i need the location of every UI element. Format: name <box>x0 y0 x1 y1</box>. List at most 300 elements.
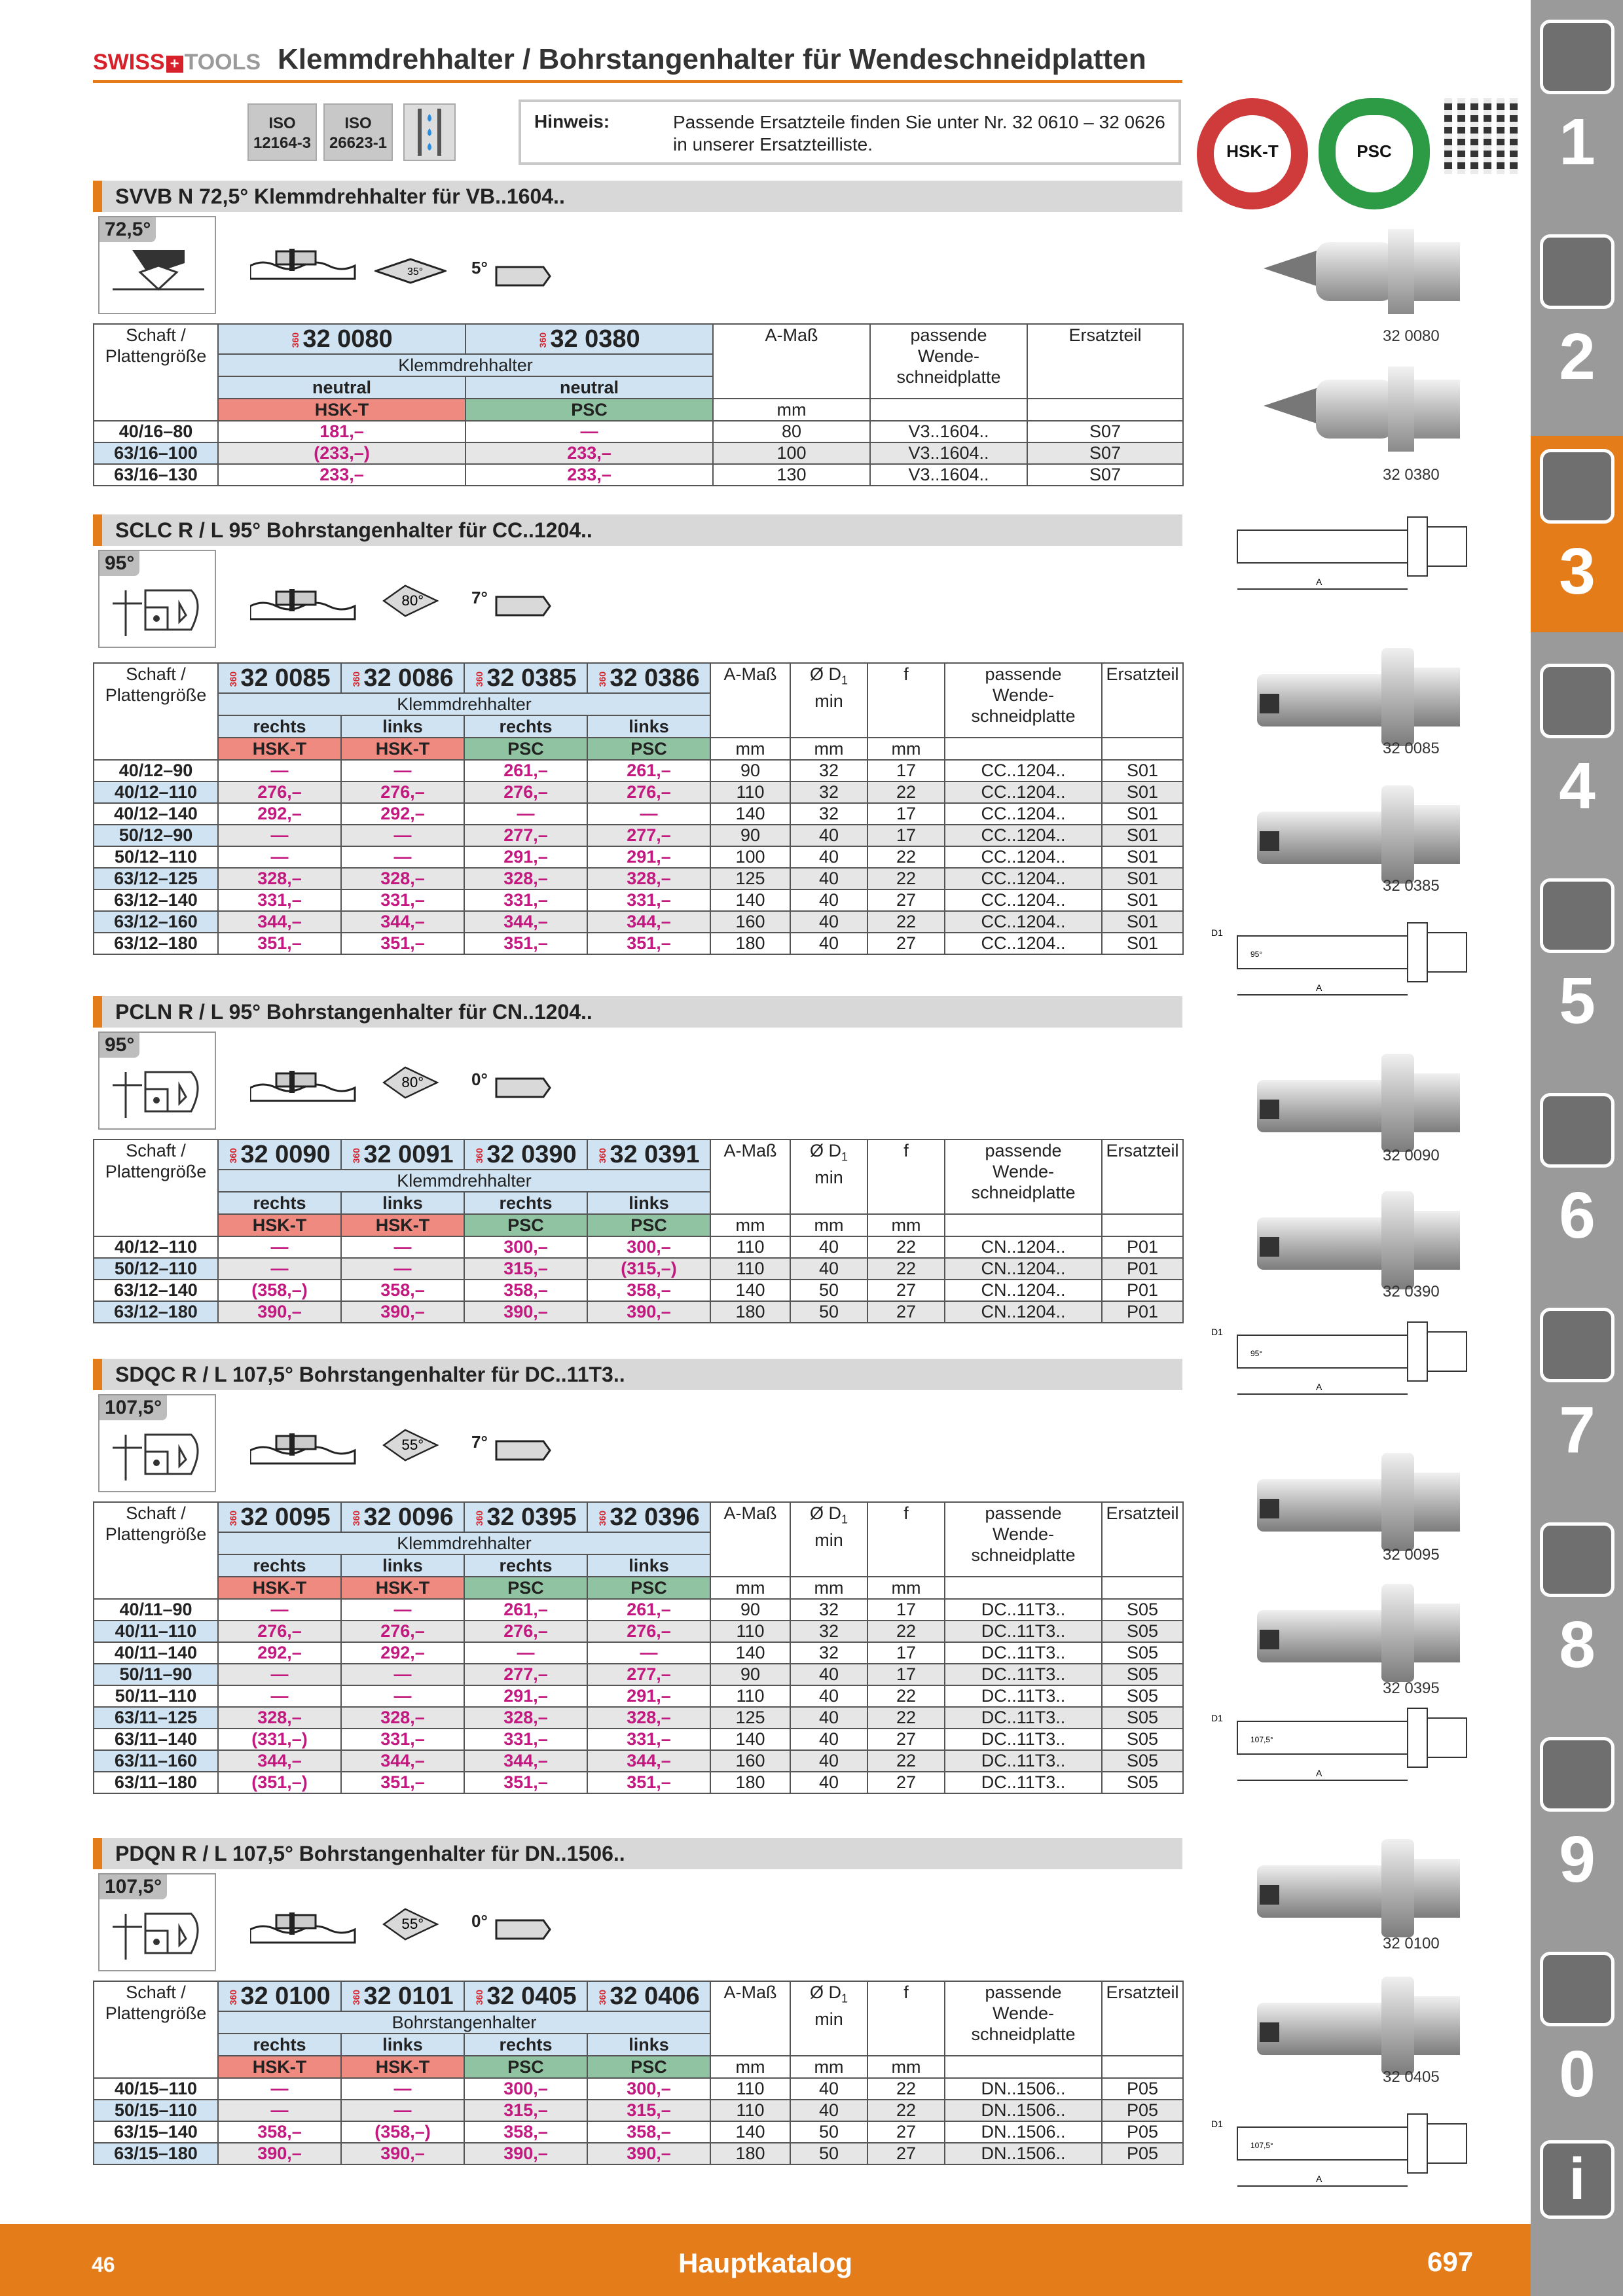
section-bar <box>93 1838 1182 1869</box>
price-cell: 328,– <box>218 868 341 889</box>
article-number: 36032 0091 <box>341 1139 464 1170</box>
article-number: 36032 0085 <box>218 663 341 693</box>
article-number: 36032 0405 <box>464 1981 587 2011</box>
price-cell: 328,– <box>341 868 464 889</box>
side-label: rechts <box>218 715 341 738</box>
psc-ring-icon <box>1319 98 1430 209</box>
tool-caption: 32 0380 <box>1383 466 1440 484</box>
f-cell: 22 <box>867 2078 945 2100</box>
side-label: links <box>341 1192 464 1214</box>
f-cell: 27 <box>867 1729 945 1750</box>
f-cell: 27 <box>867 2121 945 2143</box>
price-cell: — <box>341 760 464 781</box>
ring-label: HSK-T <box>1226 141 1279 161</box>
clamp-profile-icon <box>250 246 368 285</box>
a-cell: 140 <box>710 1729 790 1750</box>
chapter-number: 1 <box>1559 105 1596 179</box>
boring-bar-diagram-icon <box>106 1901 211 1970</box>
price-cell: 277,– <box>587 825 710 846</box>
price-cell: (351,–) <box>218 1772 341 1793</box>
price-cell: 276,– <box>587 1621 710 1642</box>
footer-page-number: 697 <box>1427 2246 1474 2277</box>
tool-caption: 32 0095 <box>1383 1546 1440 1564</box>
price-cell: — <box>341 1685 464 1707</box>
chapter-number: 4 <box>1559 749 1596 823</box>
unit-label: mm <box>790 1577 867 1599</box>
table-row <box>94 1772 1183 1793</box>
insert-cell: CC..1204.. <box>945 781 1102 803</box>
price-cell: — <box>218 2100 341 2121</box>
angle-tag: 95° <box>100 1033 139 1058</box>
tool-caption: 32 0080 <box>1383 327 1440 345</box>
side-label: rechts <box>218 2034 341 2056</box>
section-accent <box>93 1359 102 1390</box>
f-header: f <box>867 1502 945 1577</box>
angle-tag: 72,5° <box>100 217 156 242</box>
angle-diagram <box>98 1873 216 1971</box>
price-cell: — <box>218 1685 341 1707</box>
d1-cell: 32 <box>790 781 867 803</box>
d1-header: Ø $D_1$ min <box>790 663 867 738</box>
a-cell: 180 <box>710 933 790 954</box>
a-cell: 140 <box>710 889 790 911</box>
size-cell: 63/12–180 <box>94 933 218 954</box>
price-table <box>93 323 1184 486</box>
price-cell: 291,– <box>464 846 587 868</box>
d1-header: Ø $D_1$ min <box>790 1139 867 1214</box>
spare-cell: P01 <box>1102 1280 1183 1301</box>
system-label: PSC <box>464 1577 587 1599</box>
unit-label: mm <box>790 2056 867 2078</box>
insert-cell: CN..1204.. <box>945 1236 1102 1258</box>
size-cell: 40/15–110 <box>94 2078 218 2100</box>
size-cell: 40/12–110 <box>94 781 218 803</box>
d1-cell: 32 <box>790 1621 867 1642</box>
qr-code-icon[interactable] <box>1444 98 1520 174</box>
price-cell: 300,– <box>587 1236 710 1258</box>
price-cell: 331,– <box>218 889 341 911</box>
spare-cell: P05 <box>1102 2100 1183 2121</box>
clamp-profile-icon <box>250 586 368 626</box>
dimension-drawing <box>1211 511 1486 612</box>
tool-caption: 32 0085 <box>1383 740 1440 757</box>
drill-icon <box>1540 20 1614 94</box>
price-table <box>93 1981 1184 2165</box>
insert-cell: DC..11T3.. <box>945 1599 1102 1621</box>
d1-cell: 40 <box>790 1729 867 1750</box>
price-cell: 277,– <box>464 825 587 846</box>
price-cell: 351,– <box>464 1772 587 1793</box>
unit-label: mm <box>710 2056 790 2078</box>
tool-caption: 32 0395 <box>1383 1679 1440 1697</box>
tool-caption: 32 0090 <box>1383 1147 1440 1164</box>
iso-number: 12164-3 <box>253 134 312 152</box>
a-cell: 140 <box>710 803 790 825</box>
size-cell: 40/11–110 <box>94 1621 218 1642</box>
d1-cell: 40 <box>790 1772 867 1793</box>
spare-cell: S05 <box>1102 1599 1183 1621</box>
unit-label: mm <box>867 2056 945 2078</box>
d1-cell: 32 <box>790 1642 867 1664</box>
table-row <box>94 1750 1183 1772</box>
insert-cell: DN..1506.. <box>945 2121 1102 2143</box>
spare-cell: S01 <box>1102 760 1183 781</box>
spare-cell: S01 <box>1102 889 1183 911</box>
size-cell: 63/15–140 <box>94 2121 218 2143</box>
svg-text:95°: 95° <box>1250 1349 1263 1358</box>
tool-holder-icon <box>1540 449 1614 524</box>
table-row <box>94 846 1183 868</box>
article-number: 36032 0095 <box>218 1502 341 1532</box>
price-cell: 276,– <box>218 1621 341 1642</box>
insert-cell: CC..1204.. <box>945 868 1102 889</box>
tool-caption: 32 0390 <box>1383 1283 1440 1300</box>
workbench-icon <box>1540 1522 1614 1597</box>
insert-cell: DN..1506.. <box>945 2078 1102 2100</box>
svg-text:80°: 80° <box>401 592 424 609</box>
d1-cell: 40 <box>790 1750 867 1772</box>
a-cell: 110 <box>710 2078 790 2100</box>
insert-cell: CC..1204.. <box>945 760 1102 781</box>
article-number: 36032 0390 <box>464 1139 587 1170</box>
tool-photo <box>1250 779 1467 893</box>
system-label: HSK-T <box>218 2056 341 2078</box>
f-cell: 17 <box>867 1642 945 1664</box>
article-number: 36032 0395 <box>464 1502 587 1532</box>
price-cell: 344,– <box>218 911 341 933</box>
schaft-header: Schaft / Plattengröße <box>94 1139 218 1236</box>
price-cell: 344,– <box>587 1750 710 1772</box>
tool-photo <box>1250 353 1467 468</box>
price-cell: 261,– <box>464 760 587 781</box>
brand-tools: TOOLS <box>184 50 261 75</box>
system-label: HSK-T <box>218 399 465 421</box>
insert-cell: DC..11T3.. <box>945 1750 1102 1772</box>
price-cell: 276,– <box>464 1621 587 1642</box>
spare-cell: S01 <box>1102 803 1183 825</box>
insert-cell: CC..1204.. <box>945 803 1102 825</box>
clearance-angle: 0° <box>471 1911 488 1931</box>
a-cell: 100 <box>710 846 790 868</box>
insert-cell: CC..1204.. <box>945 933 1102 954</box>
system-label: PSC <box>464 738 587 760</box>
f-cell: 22 <box>867 846 945 868</box>
spare-cell: P05 <box>1102 2121 1183 2143</box>
spare-header: Ersatzteil <box>1102 1502 1183 1577</box>
insert-header: passende Wende- schneidplatte <box>945 1502 1102 1577</box>
size-cell: 63/11–125 <box>94 1707 218 1729</box>
system-label: HSK-T <box>218 738 341 760</box>
spare-cell: S05 <box>1102 1621 1183 1642</box>
table-row <box>94 825 1183 846</box>
price-cell: 358,– <box>341 1280 464 1301</box>
spare-cell: S05 <box>1102 1772 1183 1793</box>
clearance-angle: 0° <box>471 1069 488 1089</box>
svg-text:107,5°: 107,5° <box>1250 2141 1273 2150</box>
coolant-icon <box>403 103 456 161</box>
price-cell: 261,– <box>587 760 710 781</box>
side-label: links <box>587 1554 710 1577</box>
dimension-drawing <box>1211 1316 1486 1417</box>
schaft-header: Schaft / Plattengröße <box>94 1981 218 2078</box>
section-accent <box>93 181 102 212</box>
chapter-number: 9 <box>1559 1823 1596 1896</box>
footer-page-number-left: 46 <box>92 2253 115 2276</box>
price-cell: 390,– <box>218 1301 341 1323</box>
f-cell: 17 <box>867 760 945 781</box>
table-row <box>94 1685 1183 1707</box>
a-cell: 160 <box>710 911 790 933</box>
f-header: f <box>867 1139 945 1214</box>
insert-cell: CC..1204.. <box>945 911 1102 933</box>
size-cell: 40/12–110 <box>94 1236 218 1258</box>
spare-cell: S01 <box>1102 825 1183 846</box>
side-label: rechts <box>464 1192 587 1214</box>
hsk-t-ring-icon <box>1197 98 1308 209</box>
f-cell: 17 <box>867 1599 945 1621</box>
table-row <box>94 1664 1183 1685</box>
spare-header: Ersatzteil <box>1102 1981 1183 2056</box>
article-number: 36032 0096 <box>341 1502 464 1532</box>
price-cell: 276,– <box>464 781 587 803</box>
price-cell: 331,– <box>587 889 710 911</box>
section-accent <box>93 1838 102 1869</box>
price-cell: 276,– <box>587 781 710 803</box>
price-cell: 344,– <box>341 911 464 933</box>
insert-shape-icon <box>374 253 447 289</box>
spare-cell: S05 <box>1102 1707 1183 1729</box>
price-cell: 344,– <box>587 911 710 933</box>
svg-text:35°: 35° <box>407 266 424 278</box>
price-cell: 292,– <box>341 1642 464 1664</box>
tool-photo <box>1250 641 1467 756</box>
svg-text:D1: D1 <box>1211 2119 1223 2129</box>
size-cell: 63/12–180 <box>94 1301 218 1323</box>
d1-cell: 40 <box>790 868 867 889</box>
insert-cell: DC..11T3.. <box>945 1707 1102 1729</box>
price-cell: — <box>218 1599 341 1621</box>
price-cell: — <box>218 1236 341 1258</box>
unit-label: mm <box>867 1577 945 1599</box>
tool-photo <box>1250 1446 1467 1561</box>
cabinet-icon <box>1540 1737 1614 1812</box>
table-row <box>94 1301 1183 1323</box>
f-cell: 22 <box>867 781 945 803</box>
table-row <box>94 1707 1183 1729</box>
article-number: 36032 0385 <box>464 663 587 693</box>
pliers-icon <box>1540 1308 1614 1382</box>
article-number: 36032 0100 <box>218 1981 341 2011</box>
price-cell: — <box>218 1664 341 1685</box>
price-table <box>93 662 1184 955</box>
d1-header: Ø $D_1$ min <box>790 1981 867 2056</box>
price-cell: — <box>218 2078 341 2100</box>
d1-cell: 40 <box>790 1258 867 1280</box>
a-cell: 90 <box>710 760 790 781</box>
a-cell: 140 <box>710 1280 790 1301</box>
price-cell: 276,– <box>218 781 341 803</box>
price-cell: — <box>341 1664 464 1685</box>
clearance-icon <box>494 593 553 619</box>
f-cell: 17 <box>867 803 945 825</box>
insert-cell: DN..1506.. <box>945 2100 1102 2121</box>
group-label: Klemmdrehhalter <box>218 1170 710 1192</box>
table-row <box>94 1236 1183 1258</box>
price-cell: — <box>218 1258 341 1280</box>
f-cell: 22 <box>867 1621 945 1642</box>
d1-cell: 40 <box>790 846 867 868</box>
price-cell: (331,–) <box>218 1729 341 1750</box>
a-cell: 125 <box>710 868 790 889</box>
size-cell: 50/12–110 <box>94 1258 218 1280</box>
spare-cell: S01 <box>1102 781 1183 803</box>
spare-cell: P05 <box>1102 2078 1183 2100</box>
price-cell: 390,– <box>341 2143 464 2164</box>
side-label: links <box>587 1192 710 1214</box>
f-cell: 22 <box>867 1258 945 1280</box>
section-accent <box>93 996 102 1028</box>
wrench-icon <box>1540 1093 1614 1168</box>
a-mass-header: A-Maß <box>710 1139 790 1214</box>
price-cell: 351,– <box>341 933 464 954</box>
price-cell: — <box>341 2100 464 2121</box>
a-cell: 110 <box>710 1621 790 1642</box>
system-label: HSK-T <box>341 1214 464 1236</box>
svg-text:A: A <box>1316 2174 1322 2184</box>
price-cell: 328,– <box>587 868 710 889</box>
svg-text:55°: 55° <box>401 1437 424 1454</box>
side-label: neutral <box>465 376 713 399</box>
a-cell: 180 <box>710 2143 790 2164</box>
chapter-number: 3 <box>1559 535 1596 608</box>
note-label: Hinweis: <box>534 111 610 132</box>
f-header: f <box>867 1981 945 2056</box>
angle-tag: 107,5° <box>100 1874 167 1899</box>
clearance-icon <box>494 1916 553 1943</box>
tool-caption: 32 0100 <box>1383 1935 1440 1952</box>
d1-cell: 40 <box>790 2100 867 2121</box>
side-label: links <box>341 2034 464 2056</box>
d1-cell: 50 <box>790 1301 867 1323</box>
clamp-profile-icon <box>250 1910 368 1949</box>
price-cell: 261,– <box>464 1599 587 1621</box>
price-cell: 276,– <box>341 781 464 803</box>
svg-text:D1: D1 <box>1211 1327 1223 1337</box>
size-cell: 63/12–140 <box>94 889 218 911</box>
price-cell: 390,– <box>341 1301 464 1323</box>
price-cell: — <box>464 803 587 825</box>
size-cell: 50/11–90 <box>94 1664 218 1685</box>
section-3 <box>93 1359 1182 1817</box>
table-row <box>94 1599 1183 1621</box>
svg-text:D1: D1 <box>1211 1713 1223 1723</box>
group-label: Bohrstangenhalter <box>218 2011 710 2034</box>
side-label: links <box>587 2034 710 2056</box>
d1-cell: 50 <box>790 1280 867 1301</box>
size-cell: 63/12–160 <box>94 911 218 933</box>
price-cell: 315,– <box>464 2100 587 2121</box>
side-label: links <box>587 715 710 738</box>
f-cell: 17 <box>867 825 945 846</box>
section-title: PCLN R / L 95° Bohrstangenhalter für CN..1204.. <box>115 1000 593 1024</box>
safety-goggles-icon <box>1540 1952 1614 2026</box>
price-cell: 344,– <box>464 911 587 933</box>
f-cell: 17 <box>867 1664 945 1685</box>
chapter-number: 8 <box>1559 1608 1596 1681</box>
insert-icon <box>1540 234 1614 309</box>
chapter-number: 6 <box>1559 1179 1596 1252</box>
price-cell: 344,– <box>218 1750 341 1772</box>
section-bar <box>93 996 1182 1028</box>
price-cell: 331,– <box>587 1729 710 1750</box>
insert-shape-icon <box>374 1427 447 1463</box>
iso-label: ISO <box>344 115 372 132</box>
page-header <box>93 41 1180 81</box>
price-cell: 358,– <box>464 1280 587 1301</box>
f-cell: 22 <box>867 1750 945 1772</box>
spare-header: Ersatzteil <box>1102 1139 1183 1214</box>
size-cell: 40/12–90 <box>94 760 218 781</box>
price-cell: 300,– <box>587 2078 710 2100</box>
tool-photo <box>1250 1047 1467 1162</box>
group-label: Klemmdrehhalter <box>218 354 713 376</box>
price-cell: — <box>341 1599 464 1621</box>
spare-cell: P05 <box>1102 2143 1183 2164</box>
spare-cell: S01 <box>1102 911 1183 933</box>
table-row <box>94 1280 1183 1301</box>
side-label: rechts <box>464 715 587 738</box>
unit-label: mm <box>710 1214 790 1236</box>
table-row <box>94 2100 1183 2121</box>
price-cell: 328,– <box>341 1707 464 1729</box>
table-row <box>94 868 1183 889</box>
f-cell: 22 <box>867 911 945 933</box>
price-cell: (358,–) <box>341 2121 464 2143</box>
a-cell: 90 <box>710 825 790 846</box>
price-cell: — <box>341 1236 464 1258</box>
clearance-angle: 5° <box>471 258 488 278</box>
section-1 <box>93 514 1182 973</box>
d1-cell: 40 <box>790 911 867 933</box>
insert-cell: DC..11T3.. <box>945 1642 1102 1664</box>
clamp-profile-icon <box>250 1068 368 1107</box>
d1-cell: 40 <box>790 825 867 846</box>
d1-cell: 40 <box>790 1707 867 1729</box>
boring-bar-diagram-icon <box>106 1059 211 1128</box>
chapter-sidebar <box>1531 0 1623 2296</box>
caliper-icon <box>1540 664 1614 738</box>
spare-cell: S01 <box>1102 868 1183 889</box>
unit-label: mm <box>713 399 870 421</box>
price-table <box>93 1139 1184 1323</box>
article-number: 36032 0380 <box>465 324 713 354</box>
iso-badge-26623 <box>323 103 393 161</box>
price-cell: 390,– <box>464 2143 587 2164</box>
price-cell: 292,– <box>218 1642 341 1664</box>
price-cell: 328,– <box>464 868 587 889</box>
note-box <box>519 99 1181 165</box>
price-cell: 300,– <box>464 1236 587 1258</box>
header-divider <box>93 80 1182 83</box>
info-icon: i <box>1540 2140 1614 2219</box>
svg-text:95°: 95° <box>1250 950 1263 959</box>
a-cell: 125 <box>710 1707 790 1729</box>
d1-cell: 32 <box>790 1599 867 1621</box>
spare-header: Ersatzteil <box>1102 663 1183 738</box>
section-title: SDQC R / L 107,5° Bohrstangenhalter für DC..11T3.. <box>115 1363 625 1386</box>
price-cell: 358,– <box>218 2121 341 2143</box>
chapter-number: 2 <box>1559 320 1596 393</box>
